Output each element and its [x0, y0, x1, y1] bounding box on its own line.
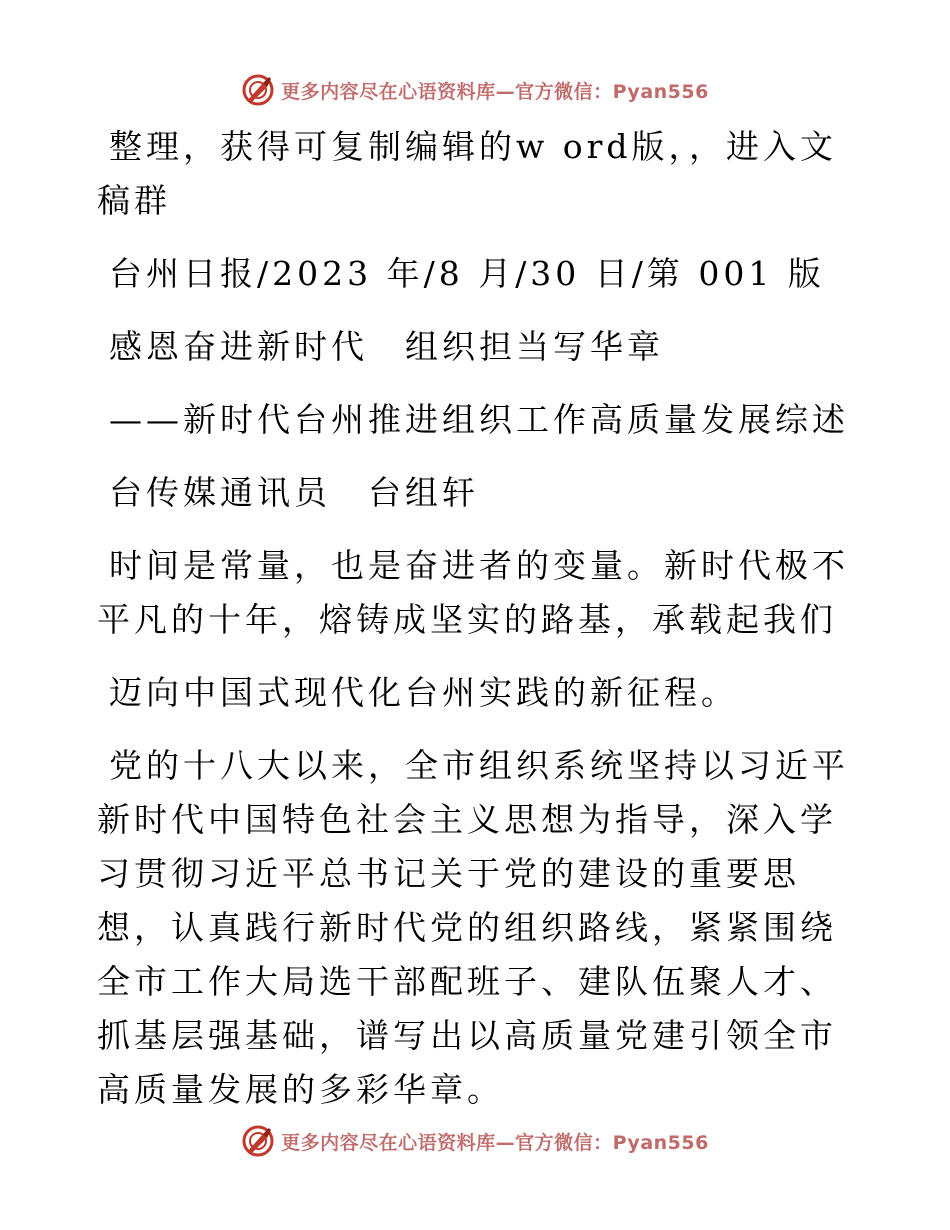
- source-line: 台州日报/2023 年/8 月/30 日/第 001 版: [109, 254, 825, 293]
- article-subtitle: ——新时代台州推进组织工作高质量发展综述: [109, 400, 849, 439]
- body-paragraph: 时间是常量，也是奋进者的变量。新时代极不平凡的十年，熔铸成坚实的路基，承载起我们: [97, 546, 849, 639]
- article-title: 感恩奋进新时代 组织担当写华章: [109, 327, 664, 366]
- body-paragraph: 党的十八大以来，全市组织系统坚持以习近平新时代中国特色社会主义思想为指导，深入学习贯彻习近平总书记关于党的建设的重要思想，认真践行新时代党的组织路线，紧紧围绕全市工作大局选干部配班子、建队伍聚人才、抓基层强基础，谱写出以高质量党建引领全市高质量发展的多彩华章。: [97, 746, 849, 1109]
- intro-note: 整理，获得可复制编辑的w ord版，，进入文稿群: [97, 127, 838, 220]
- header-watermark: [0, 70, 950, 110]
- pen-logo-icon: [241, 73, 275, 107]
- pen-logo-icon: [241, 1124, 275, 1158]
- document-body: [97, 120, 857, 1136]
- footer-watermark: [0, 1121, 950, 1161]
- byline: 台传媒通讯员 台组轩: [109, 473, 479, 512]
- watermark-text: 更多内容尽在心语资料库—官方微信：Pyan556: [281, 1131, 709, 1154]
- body-paragraph: 迈向中国式现代化台州实践的新征程。: [109, 673, 738, 712]
- watermark-text: 更多内容尽在心语资料库—官方微信：Pyan556: [281, 80, 709, 103]
